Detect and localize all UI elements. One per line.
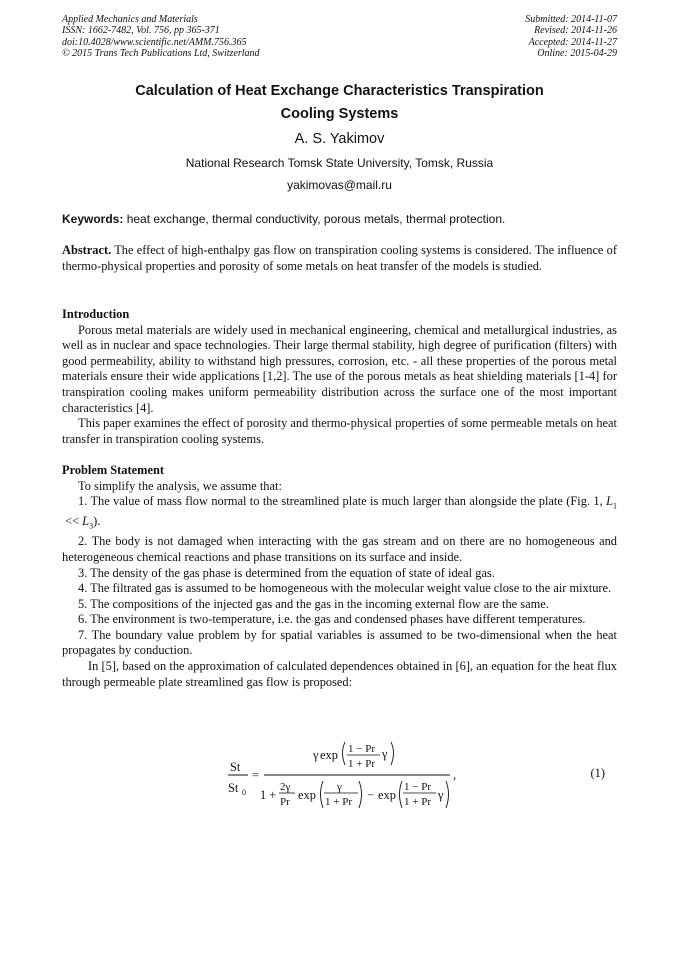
journal-doi: doi:10.4028/www.scientific.net/AMM.756.365 bbox=[62, 36, 247, 48]
eq-two-gamma: 2γ bbox=[280, 781, 291, 793]
keywords bbox=[62, 212, 617, 226]
eq-one-plus-pr: 1 + Pr bbox=[404, 796, 431, 808]
journal-info bbox=[62, 14, 260, 59]
author: A. S. Yakimov bbox=[294, 131, 385, 147]
introduction-paragraph: Porous metal materials are widely used in mechanical engineering, chemical and metallurgical industries, as well as in nuclear and space technologies. Their large thermal stability, high degree of purification (filters) with good permeability, ability to withstand high pressures, corrosion, etc. - all these properties of the porous metal materials ensure their wide applications [1,2]. The use of the porous metals as heat shielding materials [1-4] for transpiration cooling makes uniform permeability distribution across the surface one of the most important characteristics [4]. bbox=[62, 322, 617, 415]
eq-exp: exp bbox=[378, 788, 396, 802]
equation-svg bbox=[62, 738, 617, 814]
date-submitted: Submitted: 2014-11-07 bbox=[525, 14, 617, 25]
introduction-heading: Introduction bbox=[62, 307, 130, 321]
problem-intro: To simplify the analysis, we assume that: bbox=[78, 478, 282, 493]
publication-dates bbox=[525, 14, 617, 59]
eq-one-minus-pr: 1 − Pr bbox=[404, 781, 431, 793]
eq-lhs-den-subscript: 0 bbox=[242, 788, 246, 797]
math-operator: << bbox=[62, 514, 83, 529]
keywords-text: heat exchange, thermal conductivity, porous metals, thermal protection. bbox=[123, 212, 506, 226]
paper-title-line2: Cooling Systems bbox=[280, 106, 399, 122]
date-online: Online: 2015-04-29 bbox=[537, 47, 617, 59]
eq-exp: exp bbox=[320, 748, 338, 762]
problem-statement-section bbox=[62, 463, 617, 690]
assumption-item: 7. The boundary value problem by for spatial variables is assumed to be two-dimensional when the heat propagates by conduction. bbox=[62, 627, 617, 658]
eq-frac-den: 1 + Pr bbox=[348, 758, 375, 770]
math-subscript: 1 bbox=[613, 501, 617, 511]
paper-title bbox=[62, 80, 617, 126]
assumption-item bbox=[62, 494, 617, 534]
eq-gamma: γ bbox=[313, 748, 319, 762]
introduction-section bbox=[62, 307, 617, 447]
equation-1 bbox=[62, 738, 617, 814]
journal-copyright: © 2015 Trans Tech Publications Ltd, Switzerland bbox=[62, 47, 260, 59]
eq-gamma: γ bbox=[337, 781, 342, 793]
math-var: L bbox=[82, 514, 90, 529]
keywords-label: Keywords: bbox=[62, 212, 124, 226]
assumption-item: 2. The body is not damaged when interacting with the gas stream and on there are no homogeneous and heterogeneous chemical reactions and phase transitions on its surface and inside. bbox=[62, 534, 617, 564]
eq-lhs-denominator: St bbox=[228, 781, 239, 795]
journal-name: Applied Mechanics and Materials bbox=[62, 14, 198, 25]
eq-one-plus: 1 + bbox=[260, 788, 277, 802]
assumption-item: 5. The compositions of the injected gas and the gas in the incoming external flow are the same. bbox=[78, 596, 549, 611]
eq-equals: = bbox=[252, 768, 259, 782]
eq-one-plus-pr: 1 + Pr bbox=[325, 796, 352, 808]
assumption-item: 6. The environment is two-temperature, i.e. the gas and condensed phases have different temperatures. bbox=[78, 612, 586, 627]
date-accepted: Accepted: 2014-11-27 bbox=[528, 36, 617, 48]
author-email: yakimovas@mail.ru bbox=[287, 178, 392, 192]
math-var: L bbox=[606, 494, 613, 509]
abstract-text: The effect of high-enthalpy gas flow on transpiration cooling systems is considered. The influence of thermo-physical properties and porosity of some metals on heat transfer of the models is studied. bbox=[62, 243, 617, 273]
introduction-paragraph: This paper examines the effect of porosity and thermo-physical properties of some permeable metals on heat transfer in transpiration cooling systems. bbox=[62, 416, 617, 446]
eq-comma: , bbox=[453, 768, 457, 782]
equation-intro: In [5], based on the approximation of calculated dependences obtained in [6], an equation for the heat flux through permeable plate streamlined gas flow is proposed: bbox=[62, 659, 617, 689]
abstract-label: Abstract. bbox=[62, 243, 112, 257]
math-close: ). bbox=[93, 514, 101, 529]
eq-minus: − bbox=[367, 788, 374, 802]
assumption-item: 4. The filtrated gas is assumed to be homogeneous with the molecular weight value close to the air mixture. bbox=[78, 581, 612, 596]
eq-frac-num: 1 − Pr bbox=[348, 743, 375, 755]
equation-number: (1) bbox=[590, 766, 605, 780]
eq-pr: Pr bbox=[280, 796, 290, 808]
problem-statement-heading: Problem Statement bbox=[62, 463, 164, 477]
eq-gamma: γ bbox=[382, 747, 388, 761]
affiliation: National Research Tomsk State University, Tomsk, Russia bbox=[185, 156, 494, 170]
assumption-text: 1. The value of mass flow normal to the streamlined plate is much larger than alongside the plate (Fig. 1, bbox=[78, 494, 607, 509]
eq-lhs-numerator: St bbox=[230, 760, 241, 774]
paper-title-line1: Calculation of Heat Exchange Characteristics Transpiration bbox=[135, 83, 544, 99]
date-revised: Revised: 2014-11-26 bbox=[534, 25, 617, 37]
eq-gamma: γ bbox=[438, 788, 444, 802]
assumption-item: 3. The density of the gas phase is determined from the equation of state of ideal gas. bbox=[78, 565, 495, 580]
abstract bbox=[62, 243, 617, 274]
math-subscript: 3 bbox=[89, 521, 94, 531]
eq-exp: exp bbox=[298, 788, 316, 802]
journal-issn: ISSN: 1662-7482, Vol. 756, pp 365-371 bbox=[62, 25, 220, 37]
